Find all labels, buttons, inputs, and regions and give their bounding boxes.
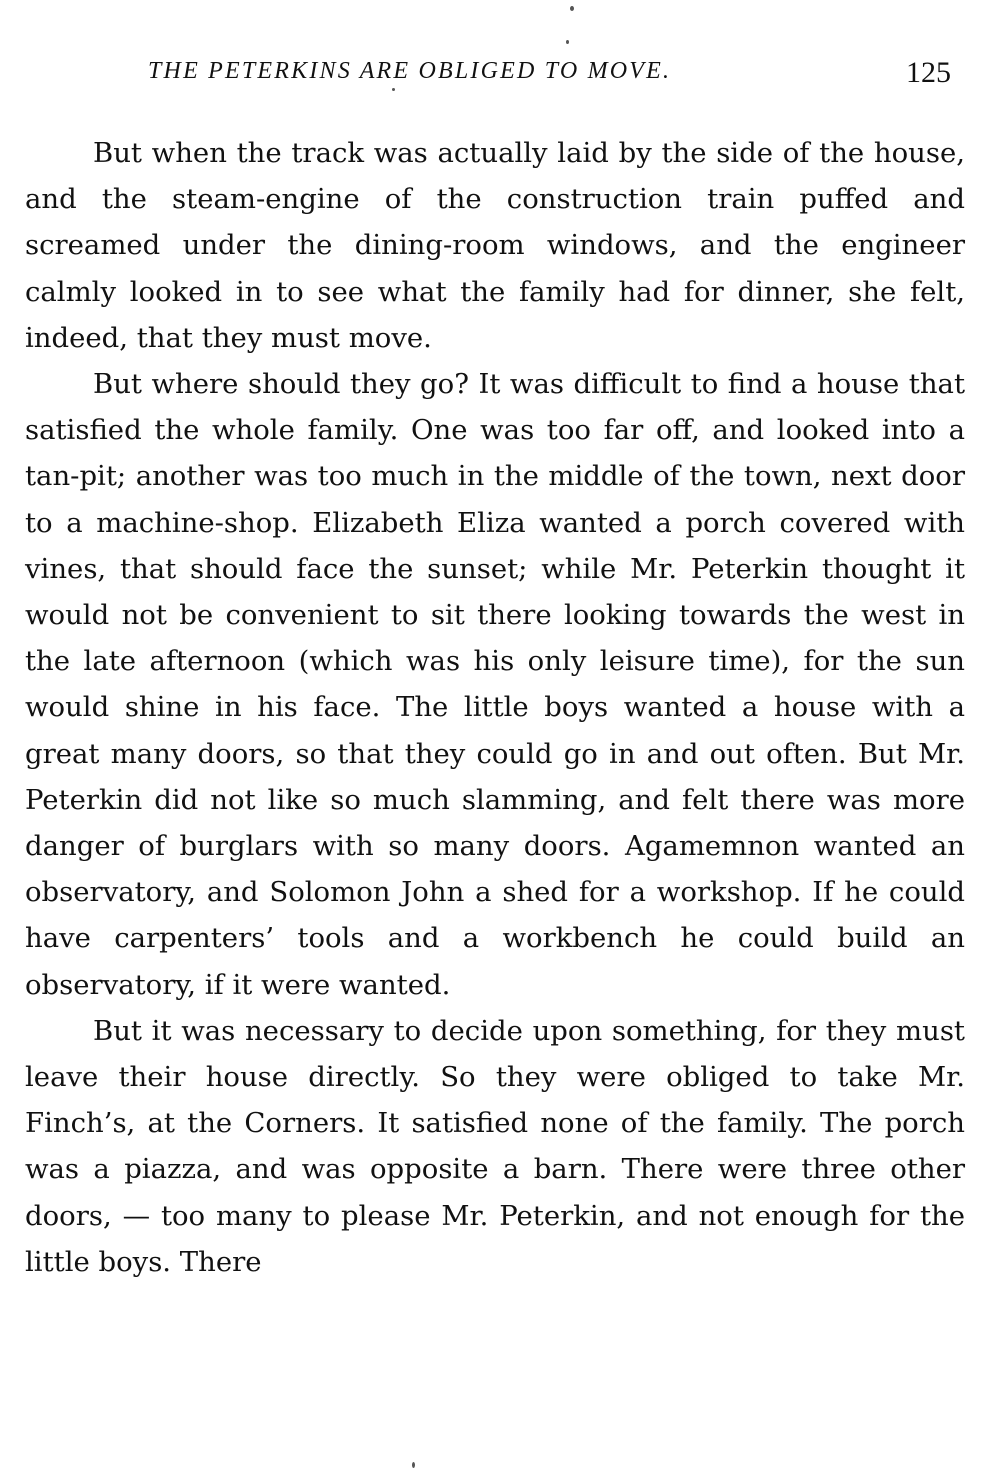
running-head: THE PETERKINS ARE OBLIGED TO MOVE. [148, 58, 672, 84]
scan-speck [566, 40, 569, 44]
scan-speck [412, 1462, 415, 1468]
page-number: 125 [906, 56, 951, 89]
scan-speck [570, 6, 574, 11]
paragraph: But where should they go? It was difficult to find a house that satisfied the whole family. One was too far off, and looked into a tan-pit; another was too much in the middle of the town, next door to a machine-shop. Elizabeth Eliza wanted a porch covered with vines, that should face the sunset; while Mr. Peterkin thought it would not be convenient to sit there looking towards the west in the late afternoon (which was his only leisure time), for the sun would shine in his face. The little boys wanted a house with a great many doors, so that they could go in and out often. But Mr. Peterkin did not like so much slamming, and felt there was more danger of burglars with so many doors. Agamemnon wanted an observatory, and Solomon John a shed for a workshop. If he could have carpenters’ tools and a workbench he could build an observatory, if it were wanted. [25, 368, 965, 1001]
paragraph: But when the track was actually laid by the side of the house, and the steam-engine of the construction train puffed and screamed under the dining-room windows, and the engineer calmly looked in to see what the family had for dinner, she felt, indeed, that they must move. [25, 137, 965, 354]
scan-speck [392, 88, 395, 91]
body-text [25, 130, 965, 1285]
paragraph: But it was necessary to decide upon something, for they must leave their house directly. So they were obliged to take Mr. Finch’s, at the Corners. It satisfied none of the family. The porch was a piazza, and was opposite a barn. There were three other doors, — too many to please Mr. Peterkin, and not enough for the little boys. There [25, 1014, 965, 1278]
